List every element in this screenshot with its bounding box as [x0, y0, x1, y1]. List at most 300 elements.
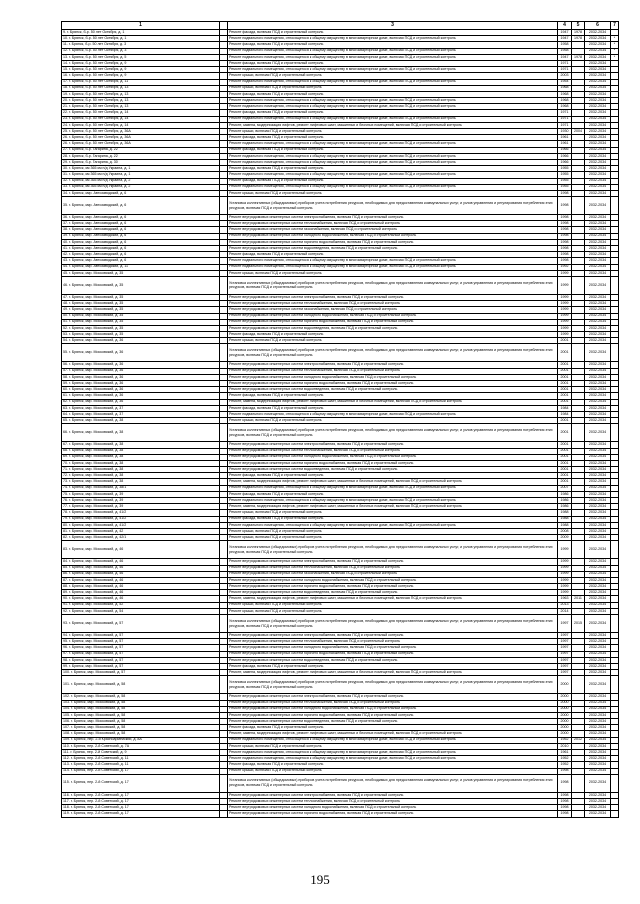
work-type-cell: Ремонт внутридомовых инженерных систем горячего водоснабжения, включая ПСД и строительный контроль [228, 811, 558, 817]
period-cell: 2032-2034 [585, 73, 611, 79]
period-cell: 2032-2034 [585, 792, 611, 798]
period-cell: 2032-2034 [585, 307, 611, 313]
work-type-cell: Ремонт крыши, включая ПСД и строительный контроль [228, 418, 558, 424]
period-cell: 2032-2034 [585, 805, 611, 811]
work-type-cell: Ремонт крыши, включая ПСД и строительный контроль [228, 85, 558, 91]
year-built-cell: 1998 [558, 792, 572, 798]
year-built-cell: 2009 [558, 535, 572, 541]
period-cell: 2032-2034 [585, 676, 611, 694]
year-built-cell: 2001 [558, 467, 572, 473]
year-built-cell: 1971 [558, 110, 572, 116]
work-type-cell: Ремонт внутридомовых инженерных систем теплоснабжения, включая ПСД и строительный контроль [228, 639, 558, 645]
address-cell: 58. г. Брянск, мкр. Московский, д. 36 [62, 374, 220, 380]
work-type-cell: Ремонт внутридомовых инженерных систем газоснабжения, включая ПСД и строительный контроль [228, 571, 558, 577]
year-built-cell: 2001 [558, 460, 572, 466]
period-cell: 2032-2034 [585, 294, 611, 300]
period-cell: 2032-2034 [585, 750, 611, 756]
work-type-cell: Ремонт крыши, включая ПСД и строительный контроль [228, 190, 558, 196]
mark-cell [611, 676, 619, 694]
period-cell: 2032-2034 [585, 756, 611, 762]
period-cell: 2032-2034 [585, 122, 611, 128]
year-built-cell: 1952 [558, 737, 572, 743]
address-cell: 71. г. Брянск, мкр. Московский, д. 38 [62, 467, 220, 473]
period-cell: 2032-2034 [585, 239, 611, 245]
work-type-cell: Ремонт внутридомовых инженерных систем водоотведения, включая ПСД и строительный контроль [228, 246, 558, 252]
period-cell: 2032-2034 [585, 30, 611, 36]
year-built-cell: 1947 [558, 36, 572, 42]
year-built-cell: 1999 [558, 541, 572, 559]
work-type-cell: Ремонт крыши, включая ПСД и строительный контроль [228, 510, 558, 516]
work-type-cell: Ремонт крыши, включая ПСД и строительный контроль [228, 338, 558, 344]
period-cell: 2032-2034 [585, 811, 611, 817]
period-cell: 2032-2034 [585, 737, 611, 743]
work-type-cell: Ремонт внутридомовых инженерных систем водоотведения, включая ПСД и строительный контроль [228, 467, 558, 473]
year-built-cell: 1998 [558, 197, 572, 215]
address-cell: 26. г. Брянск, б-р. 50 лет Октября, д. 36А [62, 135, 220, 141]
header-cell: 4 [558, 22, 572, 30]
year-built-cell: 1997 [558, 651, 572, 657]
year-built-cell: 2001 [558, 442, 572, 448]
year-built-cell: 1986 [558, 504, 572, 510]
address-cell: 18. г. Брянск, б-р. 50 лет Октября, д. 13 [62, 85, 220, 91]
empty-cell [220, 276, 228, 294]
work-type-cell: Ремонт подвального помещения, относящегося к общему имуществу в многоквартирном доме, включая ПСД и строительный контроль [228, 48, 558, 54]
year-repair-cell [572, 276, 585, 294]
address-cell: 27. г. Брянск, б-р. Гагарина, д. 22 [62, 147, 220, 153]
address-cell: 22. г. Брянск, б-р. 50 лет Октября, д. 14 [62, 110, 220, 116]
period-cell: 2032-2034 [585, 467, 611, 473]
period-cell: 2032-2034 [585, 91, 611, 97]
year-built-cell: 1952 [558, 756, 572, 762]
period-cell: 2032-2034 [585, 264, 611, 270]
work-type-cell: Ремонт внутридомовых инженерных систем горячего водоснабжения, включая ПСД и строительный контроль [228, 712, 558, 718]
period-cell: 2032-2034 [585, 301, 611, 307]
period-cell: 2032-2034 [585, 712, 611, 718]
address-cell: 23. г. Брянск, б-р. 50 лет Октября, д. 14 [62, 116, 220, 122]
period-cell: 2032-2034 [585, 190, 611, 196]
year-built-cell: 1968 [558, 98, 572, 104]
table-row [62, 615, 619, 633]
year-repair-cell: 2004 [572, 129, 585, 135]
period-cell: 2032-2034 [585, 516, 611, 522]
period-cell: 2032-2034 [585, 197, 611, 215]
year-built-cell: 1961 [558, 135, 572, 141]
year-built-cell: 1999 [558, 294, 572, 300]
work-type-cell: Установка коллективных (общедомовых) приборов учета потребления ресурсов, необходимых для предоставления коммунальных услуг, и узлов управления и регулирования потребления этих ресурсов, включая ПСД и строительный контроль [228, 774, 558, 792]
period-cell: 2032-2034 [585, 528, 611, 534]
table-row [62, 541, 619, 559]
address-cell: 50. г. Брянск, мкр. Московский, д. 35 [62, 313, 220, 319]
work-type-cell: Ремонт крыши, включая ПСД и строительный контроль [228, 768, 558, 774]
period-cell: 2032-2034 [585, 344, 611, 362]
year-built-cell: 2001 [558, 362, 572, 368]
address-cell: 98. г. Брянск, мкр. Московский, д. 57 [62, 657, 220, 663]
period-cell: 2032-2034 [585, 535, 611, 541]
work-type-cell: Ремонт фасада, включая ПСД и строительный контроль [228, 30, 558, 36]
table-header-row [62, 22, 619, 30]
mark-cell: * [611, 48, 619, 54]
address-cell: 94. г. Брянск, мкр. Московский, д. 57 [62, 633, 220, 639]
address-cell: 72. г. Брянск, мкр. Московский, д. 38 [62, 473, 220, 479]
period-cell: 2032-2034 [585, 42, 611, 48]
period-cell: 2032-2034 [585, 338, 611, 344]
year-built-cell: 2001 [558, 338, 572, 344]
address-cell: 118. г. Брянск, пер. 2-й Советский, д. 17 [62, 805, 220, 811]
empty-cell [220, 344, 228, 362]
period-cell: 2032-2034 [585, 418, 611, 424]
period-cell: 2032-2034 [585, 670, 611, 676]
year-built-cell: 1966 [558, 147, 572, 153]
address-cell: 66. г. Брянск, мкр. Московский, д. 38 [62, 424, 220, 442]
mark-cell [611, 276, 619, 294]
address-cell: 83. г. Брянск, мкр. Московский, д. 46 [62, 541, 220, 559]
work-type-cell: Ремонт фасада, включая ПСД и строительный контроль [228, 393, 558, 399]
year-built-cell: 2000 [558, 719, 572, 725]
table-row [62, 424, 619, 442]
year-built-cell: 1999 [558, 577, 572, 583]
period-cell: 2032-2034 [585, 393, 611, 399]
work-type-cell: Ремонт фасада, включая ПСД и строительный контроль [228, 405, 558, 411]
period-cell: 2032-2034 [585, 743, 611, 749]
address-cell: 61. г. Брянск, мкр. Московский, д. 36 [62, 393, 220, 399]
year-built-cell: 1954 [558, 79, 572, 85]
header-cell: 3 [228, 22, 558, 30]
address-cell: 42. г. Брянск, мкр. Автозаводский, д. 6 [62, 252, 220, 258]
period-cell: 2032-2034 [585, 153, 611, 159]
work-type-cell: Ремонт, замена, модернизация лифтов, ремонт лифтовых шахт, машинных и блочных помещений, включая ПСД и строительный контроль [228, 670, 558, 676]
work-type-cell: Ремонт подвального помещения, относящегося к общему имуществу в многоквартирном доме, включая ПСД и строительный контроль [228, 498, 558, 504]
year-built-cell: 2001 [558, 393, 572, 399]
work-type-cell: Установка коллективных (общедомовых) приборов учета потребления ресурсов, необходимых для предоставления коммунальных услуг, и узлов управления и регулирования потребления этих ресурсов, включая ПСД и строительный контроль [228, 676, 558, 694]
work-type-cell: Ремонт крыши, включая ПСД и строительный контроль [228, 743, 558, 749]
work-type-cell: Ремонт подвального помещения, относящегося к общему имуществу в многоквартирном доме, включая ПСД и строительный контроль [228, 264, 558, 270]
address-cell: 40. г. Брянск, мкр. Автозаводский, д. 6 [62, 239, 220, 245]
year-built-cell: 1984 [558, 405, 572, 411]
work-type-cell: Ремонт подвального помещения, относящегося к общему имуществу в многоквартирном доме, включая ПСД и строительный контроль [228, 411, 558, 417]
address-cell: 73. г. Брянск, мкр. Московский, д. 38 [62, 479, 220, 485]
year-built-cell: 2000 [558, 676, 572, 694]
work-type-cell: Ремонт крыши, включая ПСД и строительный контроль [228, 608, 558, 614]
address-cell: 34. г. Брянск, мкр. Автозаводский, д. 6 [62, 190, 220, 196]
work-type-cell: Ремонт, замена, модернизация лифтов, ремонт лифтовых шахт, машинных и блочных помещений, включая ПСД и строительный контроль [228, 479, 558, 485]
table-row [62, 344, 619, 362]
year-built-cell: 1997 [558, 657, 572, 663]
period-cell: 2032-2034 [585, 454, 611, 460]
period-cell: 2032-2034 [585, 60, 611, 66]
work-type-cell: Ремонт внутридомовых инженерных систем газоснабжения, включая ПСД и строительный контроль [228, 307, 558, 313]
period-cell: 2032-2034 [585, 159, 611, 165]
work-type-cell: Ремонт фасада, включая ПСД и строительный контроль [228, 516, 558, 522]
address-cell: 30. г. Брянск, км 365 км п/д Украина, д. 1 [62, 166, 220, 172]
address-cell: 86. г. Брянск, мкр. Московский, д. 46 [62, 571, 220, 577]
header-cell: 6 [585, 22, 611, 30]
address-cell: 114. г. Брянск, пер. 2-й Советский, д. 17 [62, 768, 220, 774]
work-type-cell: Ремонт крыши, включая ПСД и строительный контроль [228, 602, 558, 608]
work-type-cell: Ремонт внутридомовых инженерных систем горячего водоснабжения, включая ПСД и строительный контроль [228, 319, 558, 325]
year-repair-cell [572, 424, 585, 442]
address-cell: 109. г. Брянск, пер. 2-й Красноармейский, д. 8А [62, 737, 220, 743]
year-built-cell: 1986 [558, 491, 572, 497]
work-type-cell: Ремонт подвального помещения, относящегося к общему имуществу в многоквартирном доме, включая ПСД и строительный контроль [228, 67, 558, 73]
period-cell: 2032-2034 [585, 559, 611, 565]
year-repair-cell [572, 676, 585, 694]
work-type-cell: Ремонт крыши, включая ПСД и строительный контроль [228, 528, 558, 534]
address-cell: 47. г. Брянск, мкр. Московский, д. 35 [62, 294, 220, 300]
year-built-cell: 1997 [558, 670, 572, 676]
period-cell: 2032-2034 [585, 571, 611, 577]
address-cell: 110. г. Брянск, пер. 2-й Советский, д. 7А [62, 743, 220, 749]
period-cell: 2032-2034 [585, 590, 611, 596]
address-cell: 74. г. Брянск, мкр. Московский, д. 38/1 [62, 485, 220, 491]
work-type-cell: Ремонт внутридомовых инженерных систем холодного водоснабжения, включая ПСД и строительный контроль [228, 706, 558, 712]
address-cell: 64. г. Брянск, мкр. Московский, д. 37 [62, 411, 220, 417]
address-cell: 55. г. Брянск, мкр. Московский, д. 36 [62, 344, 220, 362]
work-type-cell: Ремонт фасада, включая ПСД и строительный контроль [228, 178, 558, 184]
year-built-cell: 1947 [558, 54, 572, 60]
period-cell: 2032-2034 [585, 319, 611, 325]
address-cell: 84. г. Брянск, мкр. Московский, д. 46 [62, 559, 220, 565]
period-cell: 2032-2034 [585, 110, 611, 116]
year-repair-cell [572, 774, 585, 792]
table-row [62, 811, 619, 817]
period-cell: 2032-2034 [585, 166, 611, 172]
work-type-cell: Ремонт фасада, включая ПСД и строительный контроль [228, 725, 558, 731]
period-cell: 2032-2034 [585, 67, 611, 73]
address-cell: 104. г. Брянск, мкр. Московский, д. 58 [62, 706, 220, 712]
work-type-cell: Ремонт подвального помещения, относящегося к общему имуществу в многоквартирном доме, включая ПСД и строительный контроль [228, 98, 558, 104]
address-cell: 26. г. Брянск, б-р. 50 лет Октября, д. 36А [62, 141, 220, 147]
year-built-cell: 1968 [558, 91, 572, 97]
period-cell: 2032-2034 [585, 233, 611, 239]
year-built-cell: 2013 [558, 602, 572, 608]
work-type-cell: Ремонт крыши, включая ПСД и строительный контроль [228, 73, 558, 79]
period-cell: 2032-2034 [585, 541, 611, 559]
work-type-cell: Ремонт внутридомовых инженерных систем горячего водоснабжения, включая ПСД и строительный контроль [228, 460, 558, 466]
period-cell: 2032-2034 [585, 258, 611, 264]
work-type-cell: Ремонт внутридомовых инженерных систем водоотведения, включая ПСД и строительный контроль [228, 590, 558, 596]
year-repair-cell [572, 811, 585, 817]
year-built-cell: 1998 [558, 798, 572, 804]
address-cell: 77. г. Брянск, мкр. Московский, д. 39 [62, 504, 220, 510]
address-cell: 11. г. Брянск, б-р. 50 лет Октября, д. 3 [62, 42, 220, 48]
year-built-cell: 1998 [558, 190, 572, 196]
address-cell: 44. г. Брянск, мкр. Автозаводский, д. 11 [62, 264, 220, 270]
period-cell: 2032-2034 [585, 694, 611, 700]
address-cell: 65. г. Брянск, мкр. Московский, д. 38 [62, 418, 220, 424]
address-cell: 35. г. Брянск, мкр. Автозаводский, д. 6 [62, 197, 220, 215]
address-cell: 57. г. Брянск, мкр. Московский, д. 36 [62, 368, 220, 374]
period-cell: 2032-2034 [585, 577, 611, 583]
address-cell: 33. г. Брянск, км 365 км п/д Украина, д. 2 [62, 184, 220, 190]
work-type-cell: Установка коллективных (общедомовых) приборов учета потребления ресурсов, необходимых для предоставления коммунальных услуг, и узлов управления и регулирования потребления этих ресурсов, включая ПСД и строительный контроль [228, 541, 558, 559]
period-cell: 2032-2034 [585, 657, 611, 663]
address-cell: 103. г. Брянск, мкр. Московский, д. 58 [62, 700, 220, 706]
address-cell: 85. г. Брянск, мкр. Московский, д. 46 [62, 565, 220, 571]
period-cell: 2032-2034 [585, 498, 611, 504]
year-built-cell: 1963 [558, 596, 572, 602]
period-cell: 2032-2034 [585, 608, 611, 614]
year-built-cell: 2001 [558, 387, 572, 393]
mark-cell [611, 541, 619, 559]
period-cell: 2032-2034 [585, 227, 611, 233]
empty-cell [220, 424, 228, 442]
address-cell: 82. г. Брянск, мкр. Московский, д. 42/1 [62, 535, 220, 541]
year-repair-cell: 2015 [572, 615, 585, 633]
period-cell: 2032-2034 [585, 522, 611, 528]
work-type-cell: Ремонт фасада, включая ПСД и строительный контроль [228, 91, 558, 97]
work-type-cell: Ремонт фасада, включая ПСД и строительный контроль [228, 135, 558, 141]
address-cell: 12. г. Брянск, б-р. 50 лет Октября, д. 3 [62, 48, 220, 54]
year-built-cell: 1998 [558, 811, 572, 817]
year-built-cell: 1999 [558, 325, 572, 331]
period-cell: 2032-2034 [585, 399, 611, 405]
work-type-cell: Ремонт внутридомовых инженерных систем теплоснабжения, включая ПСД и строительный контроль [228, 565, 558, 571]
work-type-cell: Ремонт фасада, включая ПСД и строительный контроль [228, 252, 558, 258]
period-cell: 2032-2034 [585, 313, 611, 319]
period-cell: 2032-2034 [585, 129, 611, 135]
work-type-cell: Ремонт внутридомовых инженерных систем водоотведения, включая ПСД и строительный контроль [228, 325, 558, 331]
year-built-cell: 1999 [558, 301, 572, 307]
address-cell: 37. г. Брянск, мкр. Автозаводский, д. 6 [62, 221, 220, 227]
year-repair-cell: 1978 [572, 54, 585, 60]
year-repair-cell: 1978 [572, 30, 585, 36]
period-cell: 2032-2034 [585, 135, 611, 141]
year-built-cell: 1999 [558, 332, 572, 338]
header-cell: 7 [611, 22, 619, 30]
address-cell: 117. г. Брянск, пер. 2-й Советский, д. 17 [62, 798, 220, 804]
work-type-cell: Ремонт внутридомовых инженерных систем водоотведения, включая ПСД и строительный контроль [228, 719, 558, 725]
work-type-cell: Ремонт внутридомовых инженерных систем теплоснабжения, включая ПСД и строительный контроль [228, 221, 558, 227]
year-built-cell: 2001 [558, 479, 572, 485]
year-built-cell: 1999 [558, 590, 572, 596]
work-type-cell: Ремонт внутридомовых инженерных систем теплоснабжения, включая ПСД и строительный контроль [228, 368, 558, 374]
period-cell: 2032-2034 [585, 270, 611, 276]
work-type-cell: Ремонт внутридомовых инженерных систем горячего водоснабжения, включая ПСД и строительный контроль [228, 584, 558, 590]
year-built-cell: 1999 [558, 313, 572, 319]
year-built-cell: 1988 [558, 522, 572, 528]
year-built-cell: 1999 [558, 270, 572, 276]
year-built-cell: 2003 [558, 73, 572, 79]
period-cell: 2032-2034 [585, 424, 611, 442]
work-type-cell: Ремонт, замена, модернизация лифтов, ремонт лифтовых шахт, машинных и блочных помещений, включая ПСД и строительный контроль [228, 504, 558, 510]
period-cell: 2032-2034 [585, 473, 611, 479]
period-cell: 2032-2034 [585, 405, 611, 411]
year-built-cell: 2000 [558, 712, 572, 718]
year-built-cell: 2010 [558, 743, 572, 749]
period-cell: 2032-2034 [585, 215, 611, 221]
work-type-cell: Ремонт подвального помещения, относящегося к общему имуществу в многоквартирном доме, включая ПСД и строительный контроль [228, 104, 558, 110]
address-cell: 106. г. Брянск, мкр. Московский, д. 58 [62, 719, 220, 725]
work-type-cell: Ремонт фасада, включая ПСД и строительный контроль [228, 491, 558, 497]
work-type-cell: Ремонт внутридомовых инженерных систем электроснабжения, включая ПСД и строительный контроль [228, 362, 558, 368]
period-cell: 2032-2034 [585, 798, 611, 804]
year-built-cell: 2001 [558, 448, 572, 454]
year-built-cell: 1955 [558, 178, 572, 184]
year-built-cell: 1984 [558, 411, 572, 417]
address-cell: 9. г. Брянск, б-р. 50 лет Октября, д. 1 [62, 30, 220, 36]
year-built-cell: 1930 [558, 129, 572, 135]
work-type-cell: Ремонт внутридомовых инженерных систем электроснабжения, включая ПСД и строительный контроль [228, 792, 558, 798]
year-built-cell: 1998 [558, 768, 572, 774]
work-type-cell: Ремонт внутридомовых инженерных систем газоснабжения, включая ПСД и строительный контроль [228, 227, 558, 233]
address-cell: 25. г. Брянск, б-р. 50 лет Октября, д. 36А [62, 129, 220, 135]
year-built-cell: 1988 [558, 516, 572, 522]
year-repair-cell: 2012 [572, 737, 585, 743]
year-built-cell: 1999 [558, 584, 572, 590]
address-cell: 102. г. Брянск, мкр. Московский, д. 58 [62, 694, 220, 700]
address-cell: 81. г. Брянск, мкр. Московский, д. 42 [62, 528, 220, 534]
year-built-cell: 1999 [558, 276, 572, 294]
address-cell: 95. г. Брянск, мкр. Московский, д. 57 [62, 639, 220, 645]
year-built-cell: 1968 [558, 85, 572, 91]
year-repair-cell [572, 541, 585, 559]
work-type-cell: Установка коллективных (общедомовых) приборов учета потребления ресурсов, необходимых для предоставления коммунальных услуг, и узлов управления и регулирования потребления этих ресурсов, включая ПСД и строительный контроль [228, 276, 558, 294]
work-type-cell: Ремонт фасада, включая ПСД и строительный контроль [228, 147, 558, 153]
mark-cell [611, 774, 619, 792]
page-number: 195 [310, 872, 330, 887]
year-built-cell: 1955 [558, 172, 572, 178]
period-cell: 2032-2034 [585, 79, 611, 85]
work-type-cell: Ремонт подвального помещения, относящегося к общему имуществу в многоквартирном доме, включая ПСД и строительный контроль [228, 750, 558, 756]
period-cell: 2032-2034 [585, 98, 611, 104]
period-cell: 2032-2034 [585, 48, 611, 54]
year-built-cell: 1986 [558, 498, 572, 504]
period-cell: 2032-2034 [585, 178, 611, 184]
period-cell: 2032-2034 [585, 639, 611, 645]
address-cell: 15. г. Брянск, б-р. 50 лет Октября, д. 9 [62, 67, 220, 73]
work-type-cell: Ремонт внутридомовых инженерных систем теплоснабжения, включая ПСД и строительный контроль [228, 798, 558, 804]
address-cell: 91. г. Брянск, мкр. Московский, д. 52 [62, 602, 220, 608]
work-type-cell: Ремонт подвального помещения, относящегося к общему имуществу в многоквартирном доме, включая ПСД и строительный контроль [228, 141, 558, 147]
period-cell: 2032-2034 [585, 85, 611, 91]
mark-cell [611, 424, 619, 442]
address-cell: 56. г. Брянск, мкр. Московский, д. 36 [62, 362, 220, 368]
year-built-cell: 1999 [558, 307, 572, 313]
work-type-cell: Ремонт, замена, модернизация лифтов, ремонт лифтовых шахт, машинных и блочных помещений, включая ПСД и строительный контроль [228, 596, 558, 602]
address-cell: 14. г. Брянск, б-р. 50 лет Октября, д. 9 [62, 60, 220, 66]
work-type-cell: Ремонт подвального помещения, относящегося к общему имуществу в многоквартирном доме, включая ПСД и строительный контроль [228, 116, 558, 122]
mark-cell: * [611, 36, 619, 42]
year-built-cell: 1997 [558, 615, 572, 633]
period-cell: 2032-2034 [585, 36, 611, 42]
address-cell: 51. г. Брянск, мкр. Московский, д. 35 [62, 319, 220, 325]
period-cell: 2032-2034 [585, 332, 611, 338]
address-cell: 112. г. Брянск, пер. 2-й Советский, д. 11 [62, 756, 220, 762]
year-repair-cell [572, 197, 585, 215]
year-built-cell: 1998 [558, 221, 572, 227]
work-type-cell: Ремонт фасада, включая ПСД и строительный контроль [228, 166, 558, 172]
address-cell: 49. г. Брянск, мкр. Московский, д. 35 [62, 307, 220, 313]
mark-cell [611, 344, 619, 362]
work-type-cell: Ремонт подвального помещения, относящегося к общему имуществу в многоквартирном доме, включая ПСД и строительный контроль [228, 159, 558, 165]
year-built-cell: 1958 [558, 42, 572, 48]
period-cell: 2032-2034 [585, 104, 611, 110]
year-built-cell: 2000 [558, 694, 572, 700]
year-built-cell: 1998 [558, 252, 572, 258]
year-built-cell: 1998 [558, 233, 572, 239]
table-row [62, 774, 619, 792]
work-type-cell: Ремонт подвального помещения, относящегося к общему имуществу в многоквартирном доме, включая ПСД и строительный контроль [228, 79, 558, 85]
work-type-cell: Ремонт внутридомовых инженерных систем холодного водоснабжения, включая ПСД и строительный контроль [228, 374, 558, 380]
address-cell: 45. г. Брянск, мкр. Московский, д. 35 [62, 270, 220, 276]
year-repair-cell: 2011 [572, 596, 585, 602]
work-type-cell: Ремонт подвального помещения, относящегося к общему имуществу в многоквартирном доме, включая ПСД и строительный контроль [228, 153, 558, 159]
period-cell: 2032-2034 [585, 663, 611, 669]
work-type-cell: Ремонт подвального помещения, относящегося к общему имуществу в многоквартирном доме, включая ПСД и строительный контроль [228, 172, 558, 178]
address-cell: 89. г. Брянск, мкр. Московский, д. 46 [62, 590, 220, 596]
mark-cell [611, 811, 619, 817]
period-cell: 2032-2034 [585, 768, 611, 774]
